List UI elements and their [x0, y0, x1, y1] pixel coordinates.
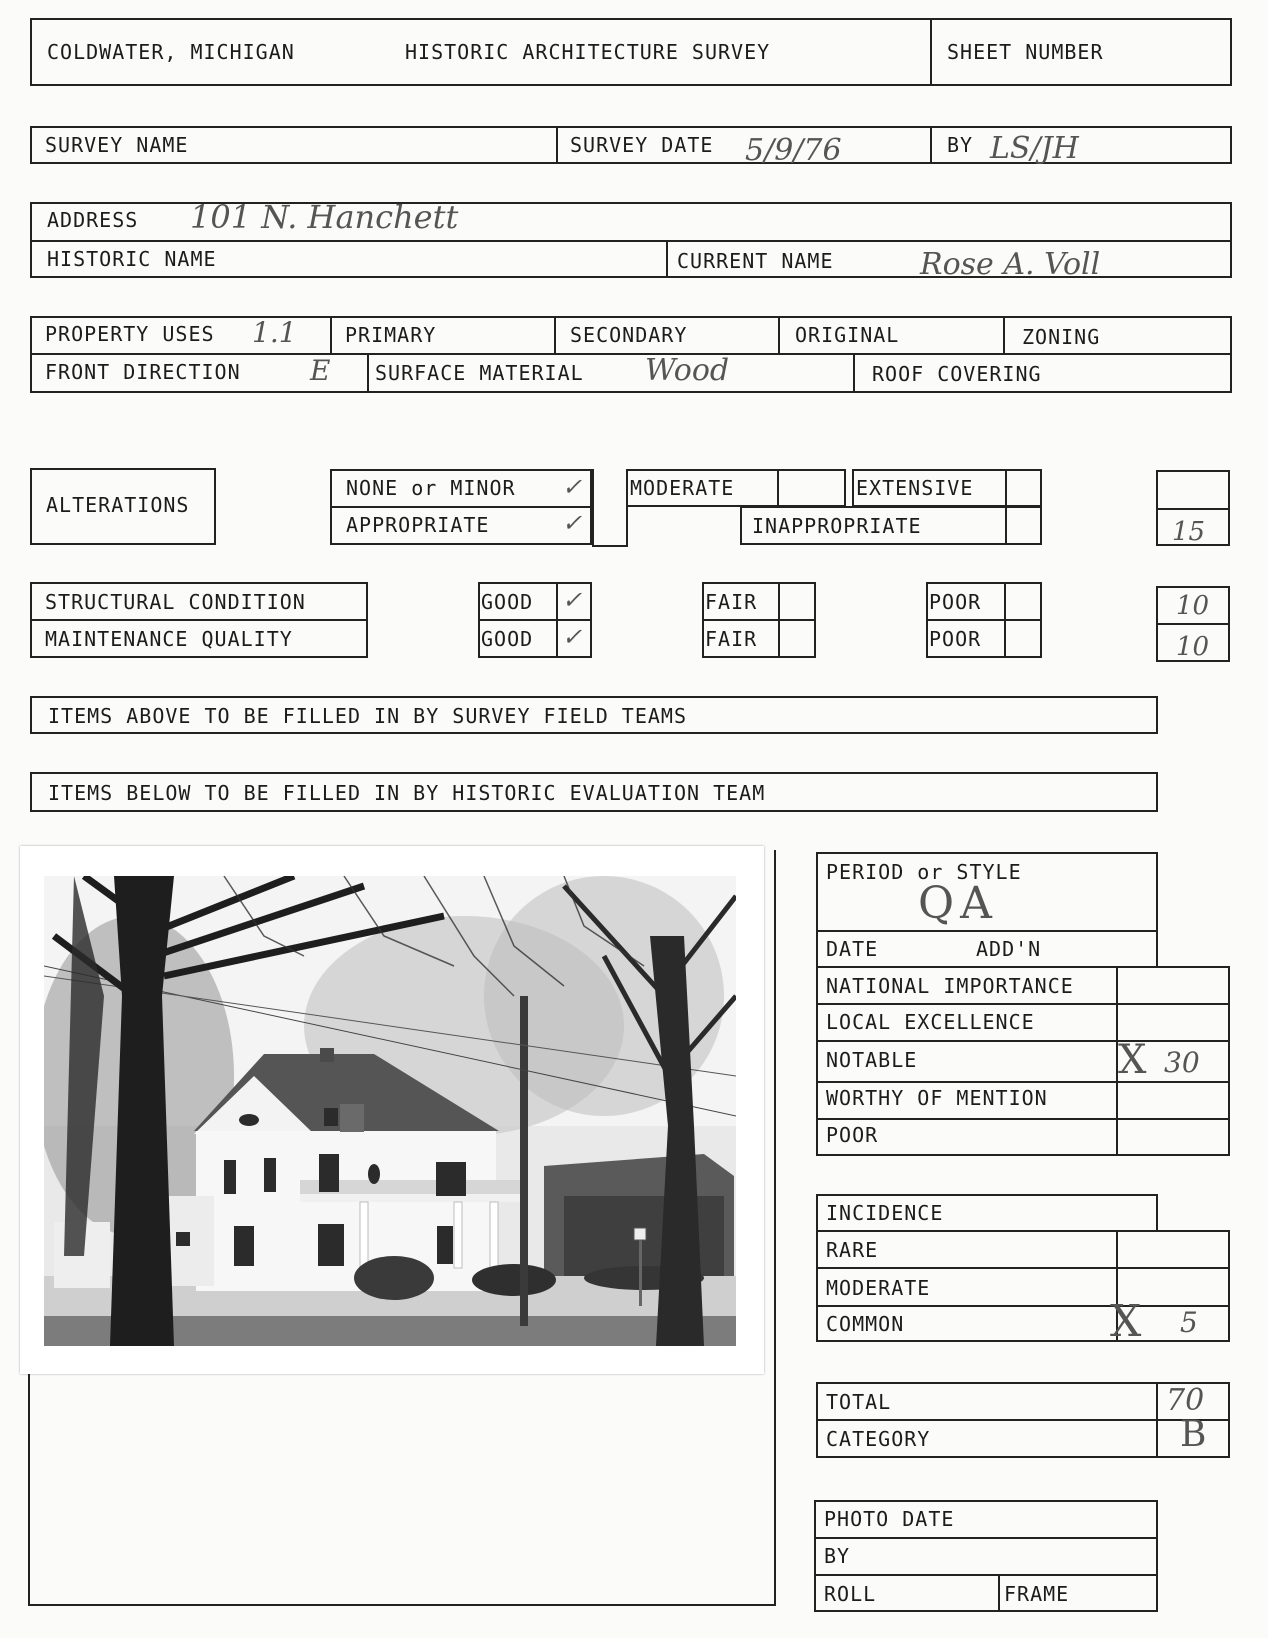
total-value: 70	[1166, 1383, 1205, 1418]
alt-none-minor-label: NONE or MINOR	[346, 476, 516, 500]
maintenance-good-label: GOOD	[481, 627, 534, 651]
survey-by-label: BY	[947, 133, 974, 157]
survey-date-value: 5/9/76	[745, 133, 842, 168]
eval-poor-label: POOR	[826, 1123, 879, 1147]
property-divider-3	[778, 316, 780, 354]
house-photo	[44, 876, 736, 1346]
poor-row-line	[926, 619, 1042, 621]
photo-by-label: BY	[824, 1544, 851, 1568]
alt-extensive-label: EXTENSIVE	[856, 476, 974, 500]
alt-moderate-label: MODERATE	[630, 476, 735, 500]
inc-row-1	[816, 1267, 1230, 1269]
structural-fair-label: FAIR	[705, 590, 758, 614]
addn-label: ADD'N	[976, 937, 1042, 961]
city-label: COLDWATER, MICHIGAN	[47, 40, 295, 64]
imp-row-3	[816, 1081, 1230, 1083]
survey-name-label: SURVEY NAME	[45, 133, 189, 157]
notice-above: ITEMS ABOVE TO BE FILLED IN BY SURVEY FIELD TEAMS	[48, 704, 688, 728]
property-divider-2	[554, 316, 556, 354]
address-row-line	[30, 240, 1232, 242]
current-name-value: Rose A. Voll	[920, 247, 1101, 282]
property-uses-value: 1.1	[252, 316, 297, 349]
property-divider-6	[853, 353, 855, 393]
incidence-moderate-label: MODERATE	[826, 1276, 931, 1300]
maintenance-score-value: 10	[1176, 632, 1210, 662]
good-divider	[556, 582, 558, 658]
structural-score-value: 10	[1176, 591, 1210, 621]
survey-divider-1	[556, 126, 558, 164]
common-score: 5	[1180, 1306, 1198, 1339]
secondary-label: SECONDARY	[570, 323, 688, 347]
condition-score-line	[1156, 623, 1230, 625]
survey-divider-2	[930, 126, 932, 164]
alt-appropriate-label: APPROPRIATE	[346, 513, 490, 537]
structural-good-check: ✓	[562, 586, 583, 614]
address-value: 101 N. Hanchett	[190, 198, 459, 236]
worthy-of-mention-label: WORTHY OF MENTION	[826, 1086, 1048, 1110]
property-divider-5	[367, 353, 369, 393]
incidence-label: INCIDENCE	[826, 1201, 944, 1225]
front-direction-value: E	[310, 354, 331, 387]
maintenance-quality-label: MAINTENANCE QUALITY	[45, 627, 293, 651]
common-mark: X	[1110, 1296, 1142, 1347]
current-name-label: CURRENT NAME	[677, 249, 834, 273]
imp-row-2	[816, 1040, 1230, 1042]
structural-good-label: GOOD	[481, 590, 534, 614]
category-label: CATEGORY	[826, 1427, 931, 1451]
rare-label: RARE	[826, 1238, 879, 1262]
poor-divider	[1004, 582, 1006, 658]
sheet-number-label: SHEET NUMBER	[947, 40, 1104, 64]
fair-divider	[778, 582, 780, 658]
alterations-label: ALTERATIONS	[46, 493, 190, 517]
total-label: TOTAL	[826, 1390, 892, 1414]
zoning-label: ZONING	[1022, 325, 1101, 349]
maintenance-poor-label: POOR	[929, 627, 982, 651]
frame-label: FRAME	[1004, 1582, 1070, 1606]
notable-score: 30	[1164, 1046, 1200, 1079]
notable-label: NOTABLE	[826, 1048, 918, 1072]
period-label: PERIOD or STYLE	[826, 860, 1022, 884]
photo-info-divider	[998, 1574, 1000, 1612]
surface-material-value: Wood	[645, 353, 730, 388]
structural-condition-label: STRUCTURAL CONDITION	[45, 590, 306, 614]
period-value: QA	[918, 878, 998, 929]
fair-row-line	[702, 619, 816, 621]
address-label: ADDRESS	[47, 208, 139, 232]
national-importance-label: NATIONAL IMPORTANCE	[826, 974, 1074, 998]
alt-moderate-divider	[777, 469, 779, 507]
primary-label: PRIMARY	[345, 323, 437, 347]
maintenance-good-check: ✓	[562, 623, 583, 651]
photo-info-row-2	[814, 1574, 1158, 1576]
surface-material-label: SURFACE MATERIAL	[375, 361, 584, 385]
imp-row-4	[816, 1118, 1230, 1120]
survey-date-label: SURVEY DATE	[570, 133, 714, 157]
alt-score-line	[1156, 508, 1230, 510]
category-value: B	[1180, 1414, 1207, 1455]
notable-mark: X	[1118, 1037, 1147, 1083]
maintenance-fair-label: FAIR	[705, 627, 758, 651]
front-direction-label: FRONT DIRECTION	[45, 360, 241, 384]
survey-by-value: LS/JH	[990, 131, 1079, 166]
property-uses-label: PROPERTY USES	[45, 322, 215, 346]
original-label: ORIGINAL	[795, 323, 900, 347]
alt-inappropriate-label: INAPPROPRIATE	[752, 514, 922, 538]
notice-below: ITEMS BELOW TO BE FILLED IN BY HISTORIC EVALUATION TEAM	[48, 781, 766, 805]
form-title: HISTORIC ARCHITECTURE SURVEY	[405, 40, 771, 64]
header-divider	[930, 18, 932, 86]
local-excellence-label: LOCAL EXCELLENCE	[826, 1010, 1035, 1034]
photo-info-row-1	[814, 1537, 1158, 1539]
alt-bottom-left	[592, 545, 628, 547]
alt-left-row-line	[330, 506, 592, 508]
photo-mount	[20, 846, 764, 1374]
date-label: DATE	[826, 937, 879, 961]
address-divider	[666, 240, 668, 278]
structural-poor-label: POOR	[929, 590, 982, 614]
roof-covering-label: ROOF COVERING	[872, 362, 1042, 386]
historic-name-label: HISTORIC NAME	[47, 247, 217, 271]
property-divider-4	[1003, 316, 1005, 354]
alt-none-minor-check: ✓	[562, 473, 583, 501]
inc-row-2	[816, 1305, 1230, 1307]
property-divider-1	[330, 316, 332, 354]
alt-score-value: 15	[1172, 517, 1206, 547]
common-label: COMMON	[826, 1312, 905, 1336]
roll-label: ROLL	[824, 1582, 877, 1606]
property-row-line	[30, 353, 1232, 355]
alt-left-outer	[592, 469, 594, 545]
photo-date-label: PHOTO DATE	[824, 1507, 955, 1531]
alt-appropriate-check: ✓	[562, 509, 583, 537]
imp-row-1	[816, 1003, 1230, 1005]
condition-label-row-line	[30, 619, 368, 621]
totals-row	[816, 1419, 1230, 1421]
good-row-line	[478, 619, 592, 621]
